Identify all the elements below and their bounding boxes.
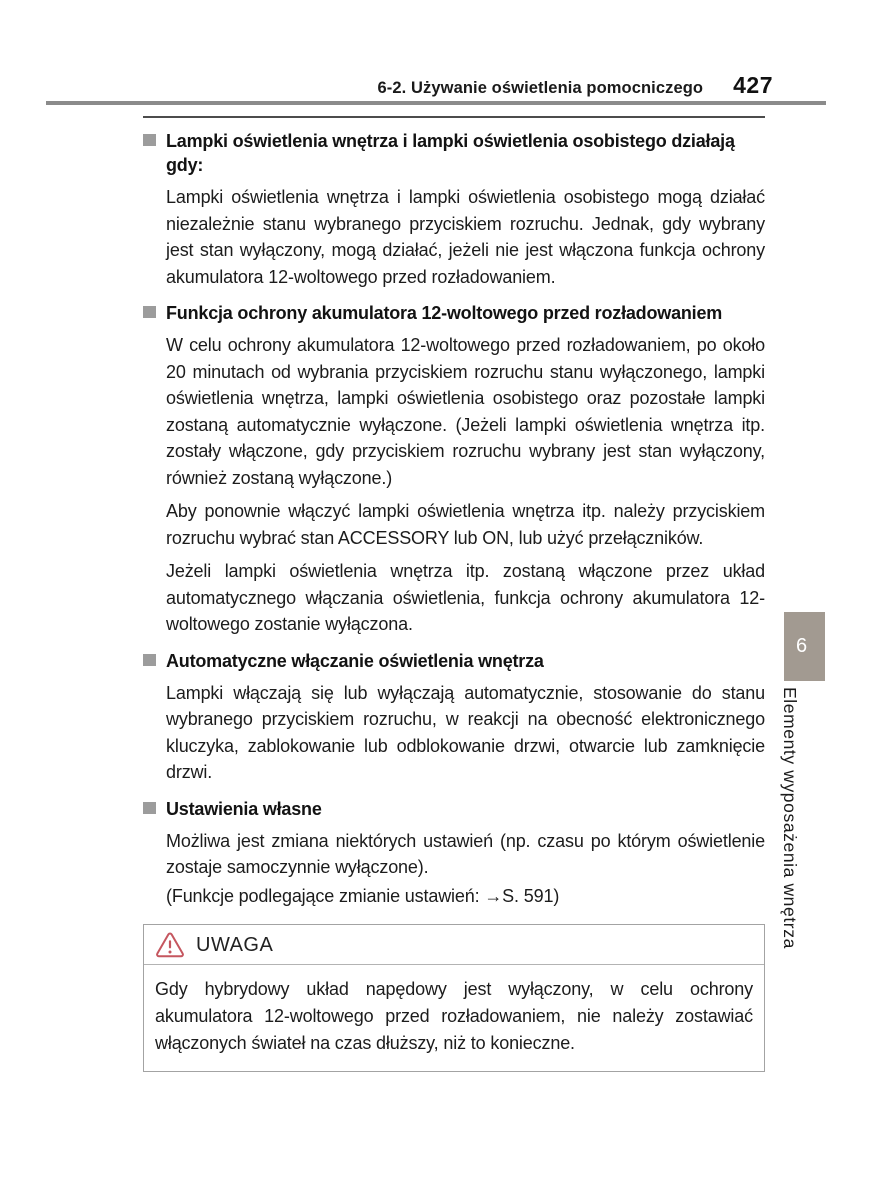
section-paragraph: Lampki włączają się lub wyłączają automatycznie, stosowanie do stanu wybranego przyciskiem rozruchu, w reakcji na obecność elektronicznego kluczyka, zablokowanie lub odblokowanie drzwi, otwarcie lub zamknięcie drzwi. — [166, 682, 765, 782]
section-paragraph: Aby ponownie włączyć lampki oświetlenia wnętrza itp. należy przyciskiem rozruchu wybrać stan ACCESSORY lub ON, lub użyć przełączników. — [166, 501, 765, 548]
section-heading-label: Lampki oświetlenia wnętrza i lampki oświetlenia osobistego działają gdy: — [166, 131, 735, 175]
section-paragraph: W celu ochrony akumulatora 12-woltowego przed rozładowaniem, po około 20 minutach od wybrania przyciskiem rozruchu stanu wyłączonego, lampki oświetlenia wnętrza, lampki oświetlenia osobistego oraz pozostałe lampki zostaną automatycznie wyłączone. (Jeżeli lampki oświetlenia wnętrza itp. zostały włączone, gdy przyciskiem rozruchu wybrany jest stan wyłączony, również zostaną wyłączone.) — [166, 335, 765, 488]
square-bullet-icon — [143, 306, 156, 318]
square-bullet-icon — [143, 802, 156, 814]
section-title: 6-2. Używanie oświetlenia pomocniczego — [377, 79, 704, 97]
page-header — [45, 72, 773, 99]
content-top-rule — [143, 116, 765, 118]
section-heading-automatyczne-wlaczanie — [143, 649, 765, 673]
content-column — [143, 116, 765, 1072]
header-rule — [46, 101, 826, 105]
caution-text: Gdy hybrydowy układ napędowy jest wyłączony, w celu ochrony akumulatora 12-woltowego przed rozładowaniem, nie należy zostawiać włączonych świateł na czas dłuższy, niż to konieczne. — [155, 979, 753, 1053]
section-heading-label: Ustawienia własne — [166, 798, 322, 819]
section-heading-funkcja-ochrony — [143, 301, 765, 325]
square-bullet-icon — [143, 134, 156, 146]
warning-triangle-icon — [155, 932, 185, 958]
section-paragraph: Jeżeli lampki oświetlenia wnętrza itp. zostaną włączone przez układ automatycznego włączania oświetlenia, funkcja ochrony akumulatora 12-woltowego zostanie wyłączona. — [166, 561, 765, 634]
section-paragraph: Lampki oświetlenia wnętrza i lampki oświetlenia osobistego mogą działać niezależnie stanu wybranego przyciskiem rozruchu. Jednak, gdy wybrany jest stan wyłączony, mogą działać, jeżeli nie jest włączona funkcja ochrony akumulatora 12-woltowego przed rozładowaniem. — [166, 187, 765, 287]
section-heading-label: Funkcja ochrony akumulatora 12-woltowego przed rozładowaniem — [166, 303, 723, 323]
chapter-number: 6 — [795, 635, 808, 657]
page-number: 427 — [733, 72, 773, 98]
section-heading-label: Automatyczne włączanie oświetlenia wnętrza — [166, 650, 544, 671]
caution-title: UWAGA — [196, 933, 274, 956]
square-bullet-icon — [143, 654, 156, 666]
section-paragraph: Możliwa jest zmiana niektórych ustawień (np. czasu po którym oświetlenie zostaje samoczynnie wyłączone). — [166, 830, 765, 877]
section-heading-ustawienia-wlasne — [143, 797, 765, 821]
chapter-number-tab — [784, 612, 825, 681]
chapter-label-vertical: Elementy wyposażenia wnętrza — [780, 687, 800, 949]
section-heading-lampki-dzialaja — [143, 129, 765, 177]
caution-box — [143, 924, 765, 1072]
caution-header — [144, 925, 764, 965]
page-reference-line: (Funkcje podlegające zmianie ustawień: →S. 591) — [166, 885, 560, 906]
